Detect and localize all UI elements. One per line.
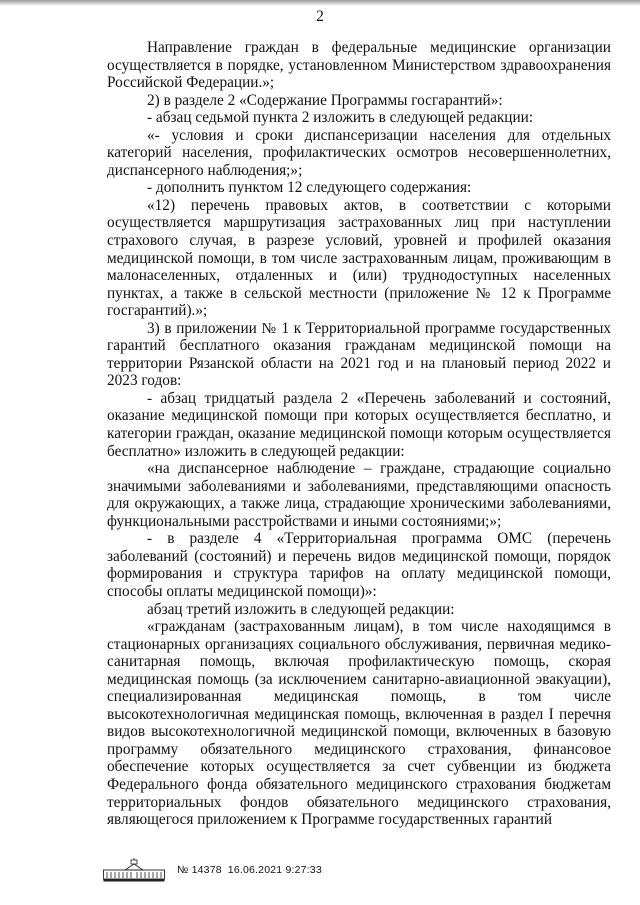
doc-timestamp: 16.06.2021 9:27:33: [227, 864, 322, 876]
paragraph: 3) в приложении № 1 к Территориальной программе государственных гарантий бесплатного оказания гражданам медицинской помощи на территории Рязанской области на 2021 год и на плановый период 2022 и 2023 годов:: [107, 319, 611, 390]
doc-number: № 14378: [177, 864, 222, 876]
page-number: 2: [316, 8, 324, 25]
document-stamp: [103, 858, 322, 882]
paragraph: - дополнить пунктом 12 следующего содержания:: [147, 179, 472, 197]
paragraph: «12) перечень правовых актов, в соответствии с которыми осуществляется маршрутизация застрахованных лиц при наступлении страхового случая, в разрезе условий, уровней и профилей оказания медицинской помощи, в том числе застрахованным лицам, проживающим в малонаселенных, отдаленных и (или) труднодоступных населенных пунктах, а также в сельской местности (приложение № 12 к Программе госгарантий).»;: [107, 196, 611, 320]
paragraph: - абзац тридцатый раздела 2 «Перечень заболеваний и состояний, оказание медицинской помощи при которых осуществляется бесплатно, и категории граждан, оказание медицинской помощи которым осуществляется бесплатно» изложить в следующей редакции:: [107, 389, 611, 460]
paragraph: - в разделе 4 «Территориальная программа ОМС (перечень заболеваний (состояний) и перечень видов медицинской помощи, порядок формирования и структура тарифов на оплату медицинской помощи, способы оплаты медицинской помощи)»:: [107, 530, 611, 600]
legislature-building-stamp-icon: [103, 858, 165, 882]
paragraph: «- условия и сроки диспансеризации населения для отдельных категорий населения, профилактических осмотров несовершеннолетних, диспансерного наблюдения;»;: [107, 126, 611, 179]
paragraph: - абзац седьмой пункта 2 изложить в следующей редакции:: [147, 109, 534, 127]
paragraph: абзац третий изложить в следующей редакции:: [147, 600, 455, 618]
paragraph: «гражданам (застрахованным лицам), в том числе находящимся в стационарных организациях социального обслуживания, первичная медико-санитарная помощь, включая профилактическую помощь, скорая медицинская помощь (за исключением санитарно-авиационной эвакуации), специализированная медицинская помощь, в том числе высокотехнологичная медицинская помощь, включенная в раздел I перечня видов высокотехнологичной медицинской помощи, включенных в базовую программу обязательного медицинского страхования, финансовое обеспечение которых осуществляется за счет субвенции из бюджета Федерального фонда обязательного медицинского страхования бюджетам территориальных фондов обязательного медицинского страхования, являющегося приложением к Программе государственных гарантий: [107, 618, 611, 829]
paragraph: 2) в разделе 2 «Содержание Программы госгарантий»:: [147, 91, 503, 109]
paragraph: Направление граждан в федеральные медицинские организации осуществляется в порядке, установленном Министерством здравоохранения Российской Федерации.»;: [107, 39, 611, 92]
document-body: [107, 39, 611, 829]
paragraph: «на диспансерное наблюдение – граждане, страдающие социально значимыми заболеваниями и заболеваниями, представляющими опасность для окружающих, а также лица, страдающие хроническими заболеваниями, функциональными расстройствами и иными состояниями;»;: [107, 460, 611, 530]
scan-top-edge: [0, 0, 640, 6]
